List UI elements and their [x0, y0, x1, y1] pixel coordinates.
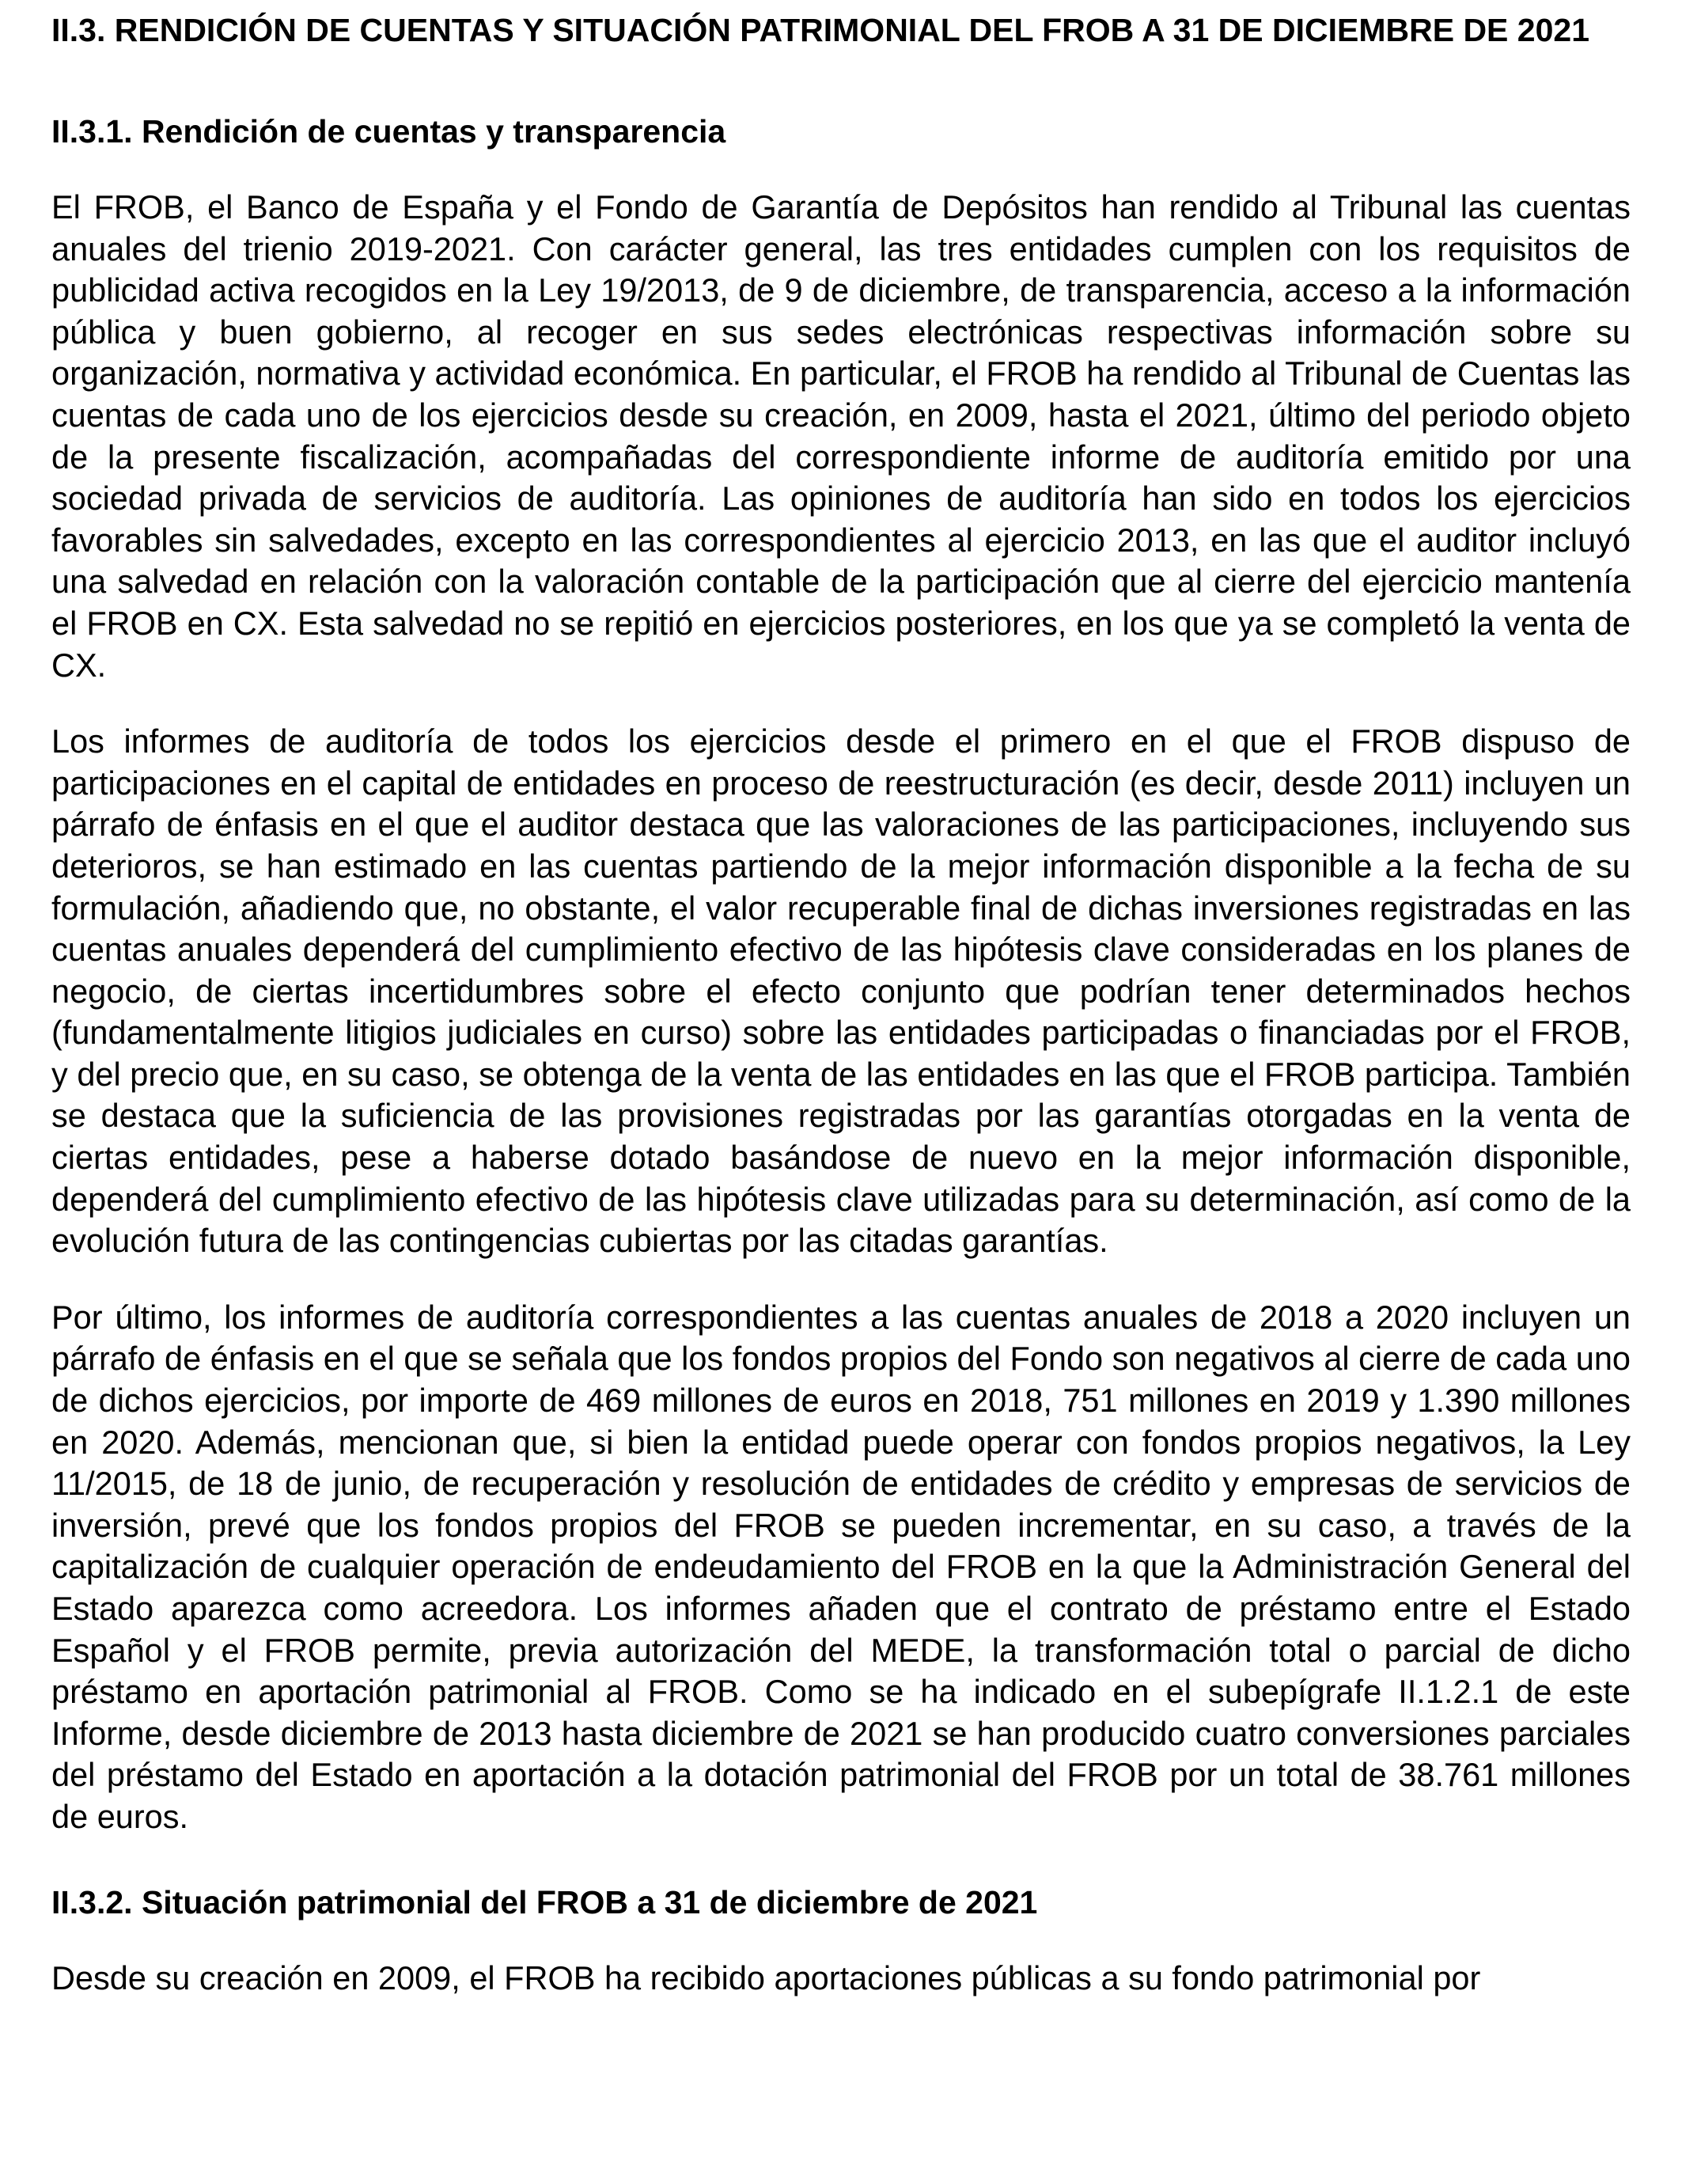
section-title: II.3. RENDICIÓN DE CUENTAS Y SITUACIÓN PATRIMONIAL DEL FROB A 31 DE DICIEMBRE DE 2021: [51, 12, 1589, 48]
paragraph-1: El FROB, el Banco de España y el Fondo de Garantía de Depósitos han rendido al Tribunal las cuentas anuales del trienio 2019-2021. Con carácter general, las tres entidades cumplen con los requisitos de publicidad activa recogidos en la Ley 19/2013, de 9 de diciembre, de transparencia, acceso a la información pública y buen gobierno, al recoger en sus sedes electrónicas respectivas información sobre su organización, normativa y actividad económica. En particular, el FROB ha rendido al Tribunal de Cuentas las cuentas de cada uno de los ejercicios desde su creación, en 2009, hasta el 2021, último del periodo objeto de la presente fiscalización, acompañadas del correspondiente informe de auditoría emitido por una sociedad privada de servicios de auditoría. Las opiniones de auditoría han sido en todos los ejercicios favorables sin salvedades, excepto en las correspondientes al ejercicio 2013, en las que el auditor incluyó una salvedad en relación con la valoración contable de la participación que al cierre del ejercicio mantenía el FROB en CX. Esta salvedad no se repitió en ejercicios posteriores, en los que ya se completó la venta de CX.: [51, 188, 1631, 684]
subsection-1-title: II.3.1. Rendición de cuentas y transparencia: [51, 113, 726, 150]
paragraph-3: Por último, los informes de auditoría correspondientes a las cuentas anuales de 2018 a 2020 incluyen un párrafo de énfasis en el que se señala que los fondos propios del Fondo son negativos al cierre de cada uno de dichos ejercicios, por importe de 469 millones de euros en 2018, 751 millones en 2019 y 1.390 millones en 2020. Además, mencionan que, si bien la entidad puede operar con fondos propios negativos, la Ley 11/2015, de 18 de junio, de recuperación y resolución de entidades de crédito y empresas de servicios de inversión, prevé que los fondos propios del FROB se pueden incrementar, en su caso, a través de la capitalización de cualquier operación de endeudamiento del FROB en la que la Administración General del Estado aparezca como acreedora. Los informes añaden que el contrato de préstamo entre el Estado Español y el FROB permite, previa autorización del MEDE, la transformación total o parcial de dicho préstamo en aportación patrimonial al FROB. Como se ha indicado en el subepígrafe II.1.2.1 de este Informe, desde diciembre de 2013 hasta diciembre de 2021 se han producido cuatro conversiones parciales del préstamo del Estado en aportación a la dotación patrimonial del FROB por un total de 38.761 millones de euros.: [51, 1298, 1631, 1835]
paragraph-4: Desde su creación en 2009, el FROB ha recibido aportaciones públicas a su fondo patrimonial por: [51, 1958, 1481, 1996]
subsection-2-title: II.3.2. Situación patrimonial del FROB a 31 de diciembre de 2021: [51, 1883, 1038, 1920]
document-page: [51, 9, 1631, 1999]
paragraph-2: Los informes de auditoría de todos los ejercicios desde el primero en el que el FROB dispuso de participaciones en el capital de entidades en proceso de reestructuración (es decir, desde 2011) incluyen un párrafo de énfasis en el que el auditor destaca que las valoraciones de las participaciones, incluyendo sus deterioros, se han estimado en las cuentas partiendo de la mejor información disponible a la fecha de su formulación, añadiendo que, no obstante, el valor recuperable final de dichas inversiones registradas en las cuentas anuales dependerá del cumplimiento efectivo de las hipótesis clave consideradas en los planes de negocio, de ciertas incertidumbres sobre el efecto conjunto que podrían tener determinados hechos (fundamentalmente litigios judiciales en curso) sobre las entidades participadas o financiadas por el FROB, y del precio que, en su caso, se obtenga de la venta de las entidades en las que el FROB participa. También se destaca que la suficiencia de las provisiones registradas por las garantías otorgadas en la venta de ciertas entidades, pese a haberse dotado basándose de nuevo en la mejor información disponible, dependerá del cumplimiento efectivo de las hipótesis clave utilizadas para su determinación, así como de la evolución futura de las contingencias cubiertas por las citadas garantías.: [51, 722, 1631, 1260]
